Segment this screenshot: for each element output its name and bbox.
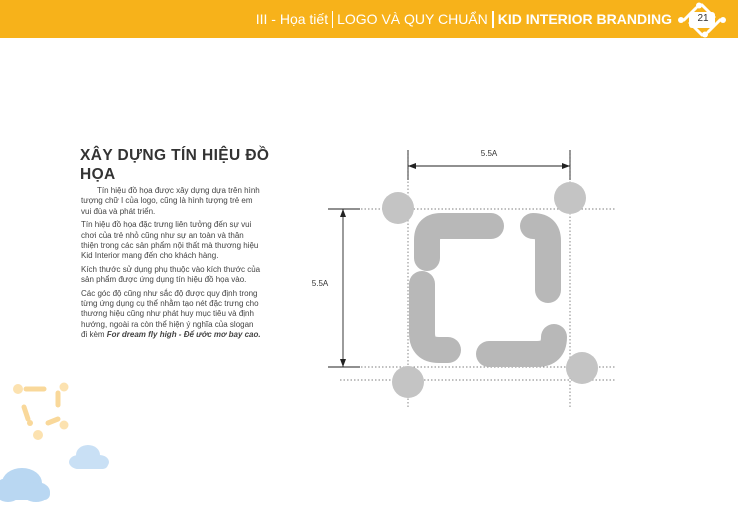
slogan: For dream fly high - Để ước mơ bay cao. — [106, 330, 261, 340]
logo-stroke-bottom-left — [422, 284, 448, 350]
section-label: III - Họa tiết — [255, 11, 329, 27]
corner-circle — [554, 182, 586, 214]
paragraph: Kích thước sử dụng phụ thuộc vào kích thước của sản phẩm được ứng dụng tín hiệu đồ họa vào. — [81, 264, 261, 285]
paragraph: Tín hiệu đồ họa đặc trưng liên tưởng đến sự vui chơi của trẻ nhỏ cũng như sự an toàn và thân thiện trong các sản phẩm nội thất mà thương hiệu Kid Interior mang đến cho khách hàng. — [81, 220, 259, 261]
cloud-icon — [69, 445, 109, 469]
height-dimension — [328, 209, 360, 367]
corner-circle — [566, 352, 598, 384]
logo-stroke-top-left — [427, 226, 491, 258]
corner-circle — [382, 192, 414, 224]
logo-construction-diagram — [300, 140, 620, 420]
page-number: 21 — [697, 13, 709, 24]
decorative-motif — [0, 375, 120, 520]
logo-mark — [422, 226, 554, 354]
arrow-right-icon — [562, 163, 570, 169]
breadcrumb-divider — [332, 11, 333, 28]
brand-label: KID INTERIOR BRANDING — [497, 11, 672, 27]
width-label: 5.5A — [480, 149, 498, 158]
paragraph-text: Các góc độ cũng như sắc độ được quy định trong từng ứng dụng cụ thể nhằm tạo nét đặc trưng cho thương hiệu cũng như phát huy mục tiêu và định hướng, ngoài ra còn thể hiện ý nghĩa của slogan đi kèm — [81, 288, 259, 340]
breadcrumb-divider — [492, 11, 494, 28]
chapter-label: LOGO VÀ QUY CHUẨN — [337, 11, 488, 27]
arrow-left-icon — [408, 163, 416, 169]
corner-circle — [392, 366, 424, 398]
logo-stroke-top-right — [533, 226, 548, 290]
arrow-down-icon — [340, 359, 346, 367]
logo-stroke-bottom-right — [489, 337, 554, 354]
arrow-up-icon — [340, 209, 346, 217]
cloud-icon — [0, 468, 50, 502]
page-title: XÂY DỰNG TÍN HIỆU ĐỒ HỌA — [80, 147, 270, 183]
breadcrumb — [256, 9, 672, 29]
paragraph: Tín hiệu đồ họa được xây dựng dựa trên hình tượng chữ I của logo, cũng là hình tượng trẻ em vui đùa và phát triển. — [81, 186, 260, 216]
body-text — [81, 186, 261, 344]
height-label: 5.5A — [311, 279, 329, 288]
header-bar — [0, 0, 738, 38]
pattern-icon — [13, 383, 69, 441]
paragraph — [81, 289, 261, 341]
